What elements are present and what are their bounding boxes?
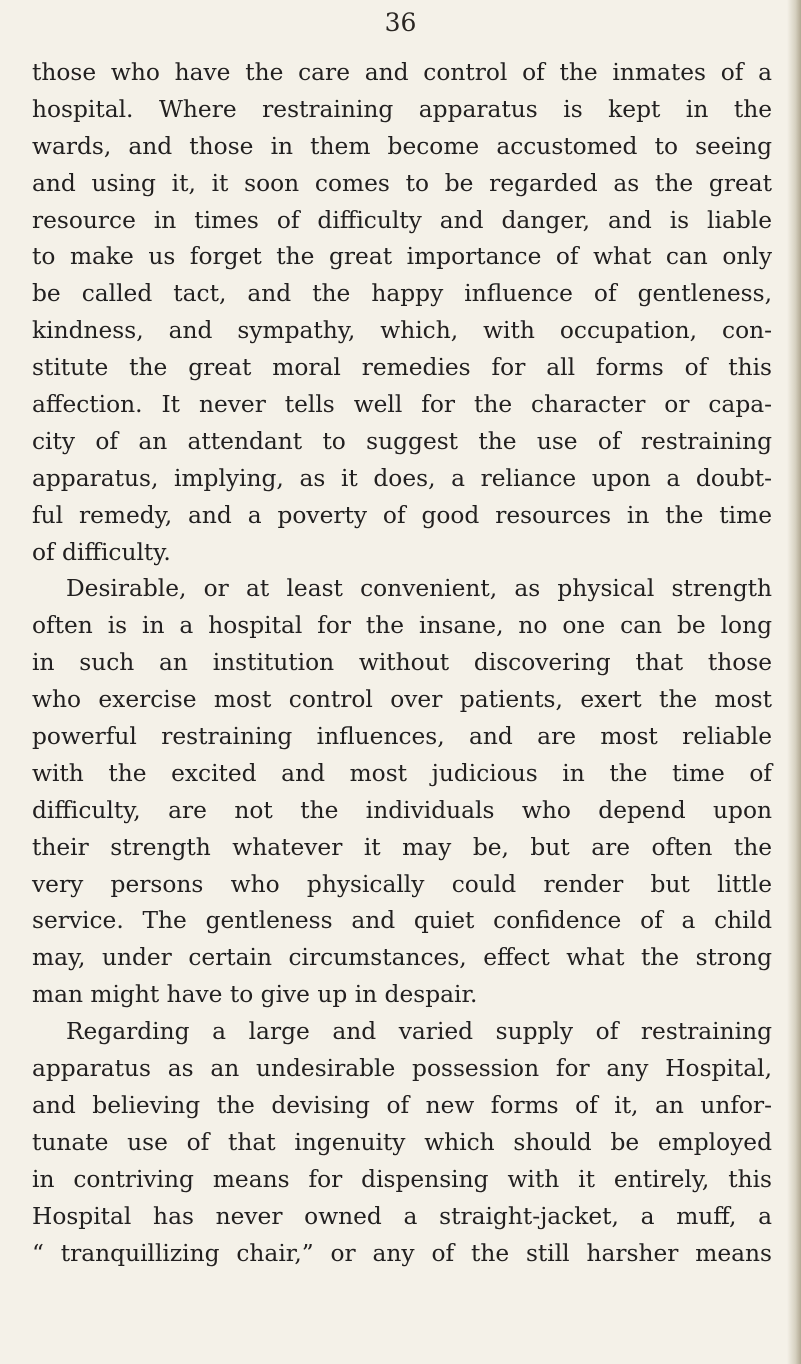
paragraph-start: Desirable, or at least convenient, as physical strength — [66, 575, 772, 603]
text-line: wards, and those in them become accustomed to seeing — [32, 132, 772, 160]
text-line: tunate use of that ingenuity which should be employed — [32, 1128, 772, 1156]
text-line: stitute the great moral remedies for all forms of this — [32, 354, 772, 382]
text-line: apparatus, implying, as it does, a reliance upon a doubt- — [32, 464, 772, 492]
text-line: kindness, and sympathy, which, with occupation, con- — [32, 317, 772, 345]
text-line: be called tact, and the happy influence of gentleness, — [32, 280, 772, 308]
text-line: and using it, it soon comes to be regarded as the great — [32, 169, 772, 197]
text-line: resource in times of difficulty and danger, and is liable — [32, 206, 772, 234]
text-line: difficulty, are not the individuals who depend upon — [32, 796, 772, 824]
text-line: Hospital has never owned a straight-jacket, a muff, a — [32, 1202, 772, 1230]
paragraph-start: Regarding a large and varied supply of restraining — [66, 1018, 772, 1046]
text-line: hospital. Where restraining apparatus is kept in the — [32, 95, 772, 123]
text-line: “ tranquillizing chair,” or any of the still harsher means — [32, 1239, 772, 1267]
text-line: to make us forget the great importance of what can only — [32, 243, 772, 271]
text-line: service. The gentleness and quiet confidence of a child — [32, 907, 772, 935]
text-line: affection. It never tells well for the character or capa- — [32, 391, 772, 419]
body-text — [32, 55, 772, 1272]
text-line: their strength whatever it may be, but are often the — [32, 833, 772, 861]
text-line: powerful restraining influences, and are most reliable — [32, 723, 772, 751]
text-line: apparatus as an undesirable possession for any Hospital, — [32, 1055, 772, 1083]
text-line: and believing the devising of new forms of it, an unfor- — [32, 1091, 772, 1119]
page-number: 36 — [384, 8, 417, 37]
text-line: man might have to give up in despair. — [32, 981, 478, 1009]
text-line: in contriving means for dispensing with it entirely, this — [32, 1165, 772, 1193]
page-edge-shadow — [787, 0, 801, 1364]
text-line: may, under certain circumstances, effect what the strong — [32, 944, 772, 972]
text-line: those who have the care and control of the inmates of a — [32, 59, 772, 86]
text-line: with the excited and most judicious in the time of — [32, 759, 772, 787]
text-line: of difficulty. — [32, 538, 171, 566]
text-line: city of an attendant to suggest the use of restraining — [32, 427, 772, 455]
text-line: ful remedy, and a poverty of good resources in the time — [32, 501, 772, 529]
text-line: who exercise most control over patients, exert the most — [32, 686, 772, 714]
text-line: often is in a hospital for the insane, no one can be long — [32, 612, 772, 640]
text-line: very persons who physically could render but little — [32, 870, 772, 898]
text-line: in such an institution without discovering that those — [32, 649, 772, 677]
